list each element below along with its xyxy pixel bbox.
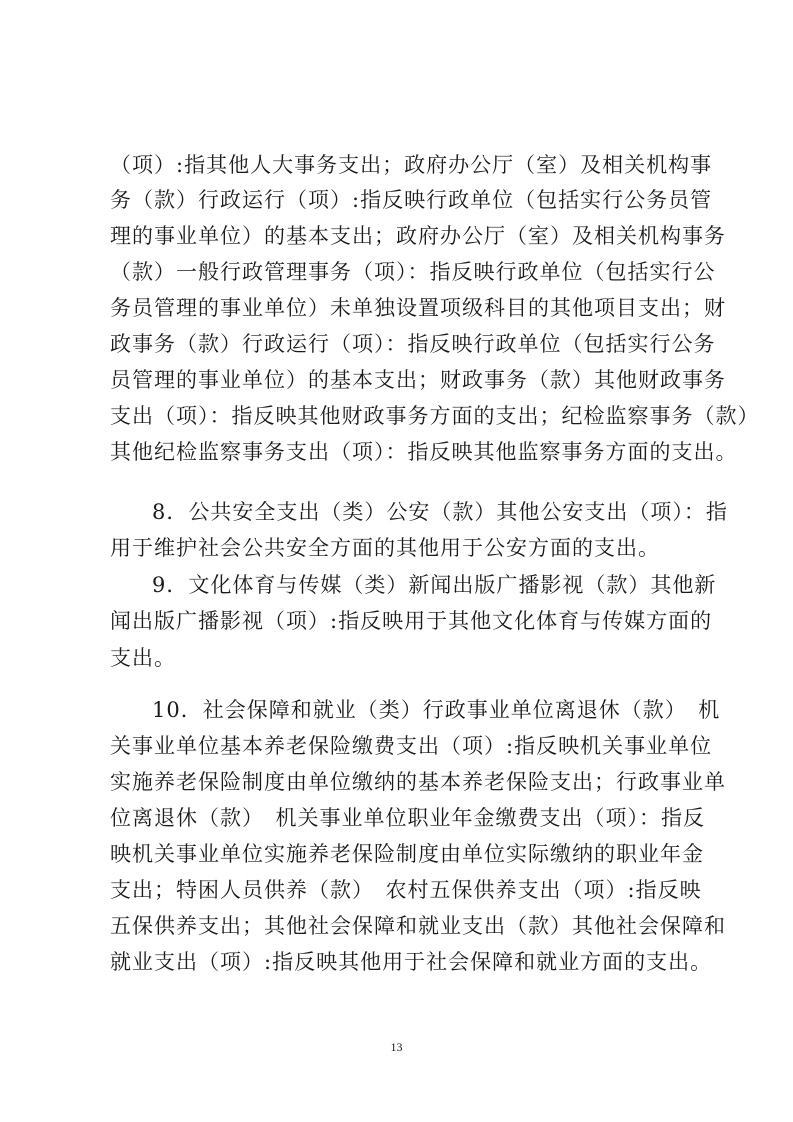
text-line: 映机关事业单位实施养老保险制度由单位实际缴纳的职业年金: [110, 842, 704, 866]
paragraph-9-first-line: 9．文化体育与传媒（类）新闻出版广播影视（款）其他新: [152, 573, 717, 597]
text-line: 支出（项）：指反映其他财政事务方面的支出；纪检监察事务（款）: [110, 404, 760, 428]
text-line: 员管理的事业单位）的基本支出；财政事务（款）其他财政事务: [110, 368, 726, 392]
text-line: 支出；特困人员供养（款） 农村五保供养支出（项）:指反映: [110, 878, 702, 902]
paragraph-8-first-line: 8．公共安全支出（类）公安（款）其他公安支出（项）：指: [152, 500, 728, 524]
text-line: 闻出版广播影视（项）:指反映用于其他文化体育与传媒方面的: [110, 609, 713, 633]
text-line: 实施养老保险制度由单位缴纳的基本养老保险支出；行政事业单: [110, 770, 726, 794]
text-line: 政事务（款）行政运行（项）：指反映行政单位（包括实行公务: [110, 332, 716, 356]
paragraph-10-first-line: 10．社会保障和就业（类）行政事业单位离退休（款） 机: [152, 698, 721, 722]
text-line: 位离退休（款） 机关事业单位职业年金缴费支出（项）：指反: [110, 806, 705, 830]
text-line: 务（款）行政运行（项）:指反映行政单位（包括实行公务员管: [110, 188, 713, 212]
page-number: 13: [390, 1040, 403, 1054]
text-line: 用于维护社会公共安全方面的其他用于公安方面的支出。: [110, 536, 660, 560]
text-line: 理的事业单位）的基本支出；政府办公厅（室）及相关机构事务: [110, 224, 726, 248]
text-line: （款）一般行政管理事务（项）：指反映行政单位（包括实行公: [110, 260, 716, 284]
text-line: 五保供养支出；其他社会保障和就业支出（款）其他社会保障和: [110, 914, 726, 938]
text-line: 关事业单位基本养老保险缴费支出（项）:指反映机关事业单位: [110, 734, 713, 758]
text-line: 就业支出（项）:指反映其他用于社会保障和就业方面的支出。: [110, 950, 713, 974]
text-line: 务员管理的事业单位）未单独设置项级科目的其他项目支出；财: [110, 296, 726, 320]
text-line: 其他纪检监察事务支出（项）：指反映其他监察事务方面的支出。: [110, 440, 738, 464]
text-line: 支出。: [110, 646, 176, 670]
text-line: （项）:指其他人大事务支出；政府办公厅（室）及相关机构事: [110, 153, 713, 177]
